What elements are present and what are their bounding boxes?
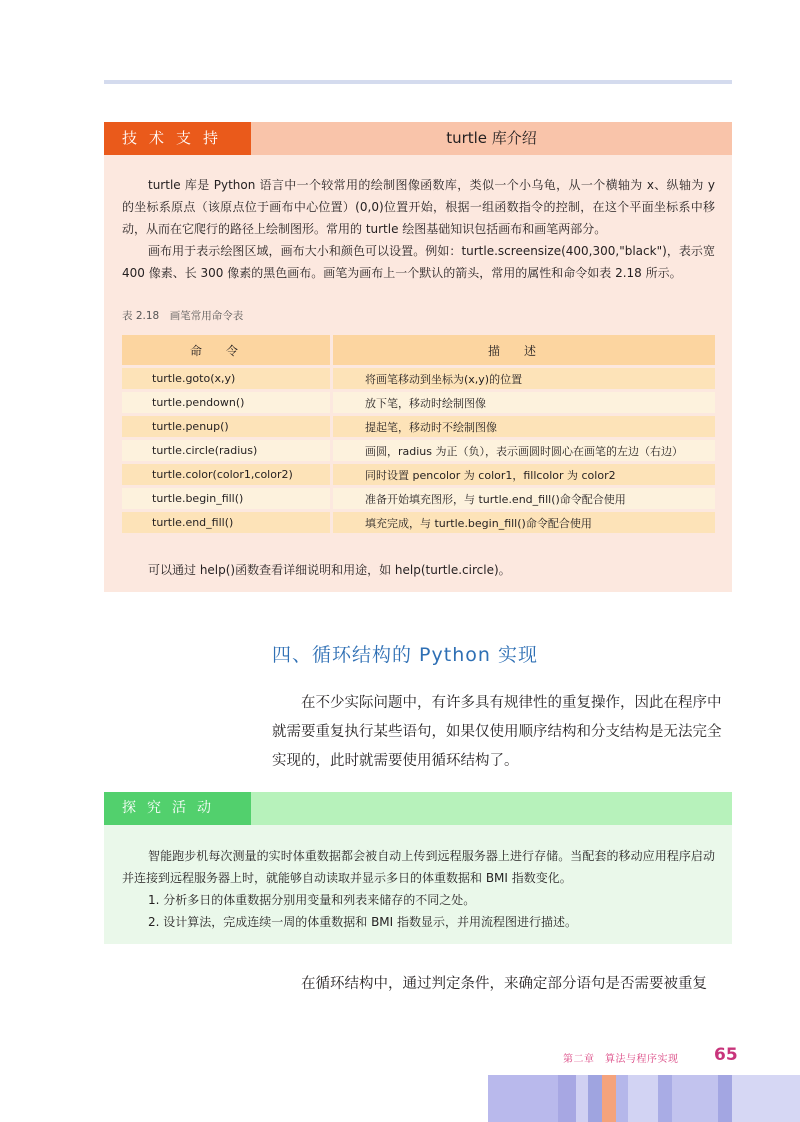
cell-description: 同时设置 pencolor 为 color1，fillcolor 为 color2 <box>333 464 715 485</box>
footer-stripe <box>616 1075 628 1122</box>
chapter-footer: 第二章 算法与程序实现 <box>563 1054 679 1065</box>
cell-description: 画圆，radius 为正（负），表示画圆时圆心在画笔的左边（右边） <box>333 440 715 461</box>
command-table <box>122 332 715 536</box>
footer-stripe <box>718 1075 732 1122</box>
footer-stripe <box>628 1075 658 1122</box>
cell-description: 填充完成，与 turtle.begin_fill()命令配合使用 <box>333 512 715 533</box>
cell-command: turtle.penup() <box>122 416 333 437</box>
footer-stripe <box>588 1075 602 1122</box>
header-command: 命令 <box>122 335 333 365</box>
footer-stripe <box>658 1075 672 1122</box>
top-rule <box>104 80 732 84</box>
tech-para-1: turtle 库是 Python 语言中一个较常用的绘制图像函数库，类似一个小乌龟，从一个横轴为 x、纵轴为 y 的坐标系原点（该原点位于画布中心位置）(0,0)位置开始，根据一组函数指令的控制，在这个平面坐标系中移动，从而在它爬行的路径上绘制图形。常用的 turtle 绘图基础知识包括画布和画笔两部分。 <box>122 178 715 236</box>
cell-command: turtle.end_fill() <box>122 512 333 533</box>
explore-tag: 探究活动 <box>104 792 251 825</box>
footer-stripe <box>558 1075 576 1122</box>
table-row <box>122 512 715 533</box>
cell-description: 将画笔移动到坐标为(x,y)的位置 <box>333 368 715 389</box>
table-row <box>122 416 715 437</box>
tech-support-header <box>104 122 732 155</box>
section-para-1: 在不少实际问题中，有许多具有规律性的重复操作，因此在程序中就需要重复执行某些语句，如果仅使用顺序结构和分支结构是无法完全实现的，此时就需要使用循环结构了。 <box>272 695 722 769</box>
tech-support-title: turtle 库介绍 <box>446 129 537 147</box>
cell-description: 准备开始填充图形，与 turtle.end_fill()命令配合使用 <box>333 488 715 509</box>
table-row <box>122 368 715 389</box>
table-row <box>122 464 715 485</box>
cell-description: 提起笔，移动时不绘制图像 <box>333 416 715 437</box>
cell-command: turtle.begin_fill() <box>122 488 333 509</box>
section-heading: 四、循环结构的 Python 实现 <box>272 644 538 666</box>
tech-support-tag: 技术支持 <box>104 122 251 155</box>
table-row <box>122 488 715 509</box>
table-caption: 表 2.18 画笔常用命令表 <box>122 310 244 322</box>
help-note: 可以通过 help()函数查看详细说明和用途，如 help(turtle.circle)。 <box>148 563 511 577</box>
table-header-row <box>122 335 715 365</box>
explore-item-1: 1. 分析多日的体重数据分别用变量和列表来储存的不同之处。 <box>148 893 476 907</box>
cell-command: turtle.pendown() <box>122 392 333 413</box>
footer-stripe <box>576 1075 588 1122</box>
explore-item-2: 2. 设计算法，完成连续一周的体重数据和 BMI 指数显示，并用流程图进行描述。 <box>148 915 578 929</box>
footer-stripe <box>732 1075 800 1122</box>
header-description: 描述 <box>333 335 715 365</box>
table-row <box>122 392 715 413</box>
tech-para-2: 画布用于表示绘图区域，画布大小和颜色可以设置。例如：turtle.screensize(400,300,"black")，表示宽 400 像素、长 300 像素的黑色画布。画笔为画布上一个默认的箭头，常用的属性和命令如表 2.18 所示。 <box>122 244 715 280</box>
footer-stripe <box>672 1075 718 1122</box>
cell-command: turtle.circle(radius) <box>122 440 333 461</box>
footer-stripe <box>488 1075 558 1122</box>
table-row <box>122 440 715 461</box>
section-para-2: 在循环结构中，通过判定条件，来确定部分语句是否需要被重复 <box>301 976 707 992</box>
explore-intro: 智能跑步机每次测量的实时体重数据都会被自动上传到远程服务器上进行存储。当配套的移动应用程序启动并连接到远程服务器上时，就能够自动读取并显示多日的体重数据和 BMI 指数变化。 <box>122 849 715 885</box>
explore-header <box>104 792 732 825</box>
cell-description: 放下笔，移动时绘制图像 <box>333 392 715 413</box>
footer-stripe <box>602 1075 616 1122</box>
cell-command: turtle.goto(x,y) <box>122 368 333 389</box>
cell-command: turtle.color(color1,color2) <box>122 464 333 485</box>
page-number: 65 <box>714 1045 738 1065</box>
